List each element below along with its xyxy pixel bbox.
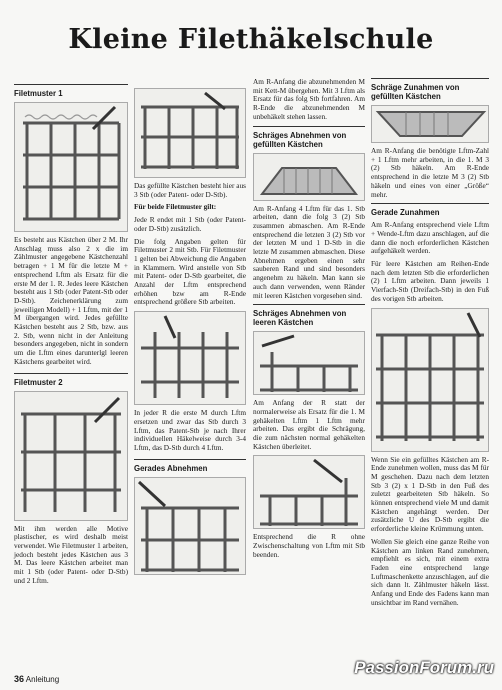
text-leere-kaestchen: Für leere Kästchen am Reihen-Ende nach dem letzten Stb die erforderlichen (2) 1 Lftm arbeiten. Dann jeweils 1 Vierfach-Stb (Dreifach-Stb) in den Fuß des vorigen Stb arbeiten. [371, 259, 489, 303]
section-rule [371, 78, 489, 79]
section-rule [134, 459, 246, 460]
figure-schraeges-abnehmen-leer [253, 331, 365, 395]
crochet-diagram [372, 309, 488, 451]
figure-gerades-abnehmen [134, 477, 246, 575]
crochet-diagram [15, 103, 127, 231]
text-erste-masche: In jeder R die erste M durch Lftm ersetzen und zwar das Stb durch 3 Lftm, das Patent-Stb je nach Ihrer individuellen Häkelweise durch 3-4 Lftm, das D-Stb durch 4 Lftm. [134, 408, 246, 452]
watermark: PassionForum.ru [354, 658, 494, 677]
text-filetmuster-1: Es besteht aus Kästchen über 2 M. Ihr Anschlag muss also 2 x die im Zählmuster angegebene Kästchenzahl betragen + 1 M für die letzte M + entsprechend Lftm als Ersatz für die erste M der 1. R. Jedes leere Kästchen besteht aus 1 Stb (oder Patent-Stb oder D-Stb). Zeichenerklärung zum jeweiligen Modell) + 1 Lftm, mit der 1 M übergangen wird. Jedes gefüllte Kästchen besteht aus 2 Stb, bzw. aus 2. Stb, wenn nicht in der Anleitung besonders angegeben, nicht in sondern um die Lftm eines darunterlgl leeren Kästchens gearbeitet wird. [14, 235, 128, 366]
text-gefuelltes-kaestchen: Das gefüllte Kästchen besteht hier aus 3 Stb (oder Patent- oder D-Stb). [134, 181, 246, 199]
section-rule [14, 373, 128, 374]
heading-filetmuster-1: Filetmuster 1 [14, 89, 63, 98]
figure-gerade-zunahmen [371, 308, 489, 452]
text-gerade-zunahmen: Am R-Anfang entsprechend viele Lftm + Wende-Lftm dazu anschlagen, auf die dann die noch erforderlichen Kästchen aufgehäkelt werden. [371, 220, 489, 256]
text-schraeges-abnehmen-leer: Am Anfang der R statt der normalerweise als Ersatz für die 1. M gehäkelten Lftm 1 Lftm mehr arbeiten. Das ergibt die Schrägung, die zum nächsten normal gehäkelten Kästchen überleitet. [253, 398, 365, 451]
text-ganze-reihe: Wollen Sie gleich eine ganze Reihe von Kästchen am linken Rand zunehmen, empfiehlt es sich, mit einem extra Faden eine entsprechend lange Luftmaschenkette anzuschlagen, auf die sich dann lt. Zählmuster häkeln lässt. Anfang und Ende des Fadens kann man unsichtbar im Rand vernähen. [371, 536, 489, 607]
figure-gefuelltes-kaestchen [134, 88, 246, 178]
heading-schraege-zunahmen: Schräge Zunahmen von gefüllten Kästchen [371, 83, 460, 101]
footer-label: Anleitung [25, 675, 60, 684]
heading-schraeges-abnehmen-leer: Schräges Abnehmen von leeren Kästchen [253, 309, 347, 328]
text-r-ende: Entsprechend die R ohne Zwischenschaltung von Lftm mit Stb beenden. [253, 532, 365, 559]
heading-gerade-zunahmen: Gerade Zunahmen [371, 208, 440, 218]
column-1 [14, 84, 128, 589]
page-title: Kleine Filethäkelschule [68, 24, 434, 55]
text-schraege-zunahmen: Am R-Anfang die benötigte Lftm-Zahl + 1 Lftm mehr arbeiten, in die 1. M 3 (2) Stb häkeln. Am R-Ende entsprechend in die letzte M 3 (2) Stb häkeln und eines von einer „Größe“ mehr. [371, 146, 489, 199]
text-schraeges-abnehmen-gefuellt: Am R-Anfang 4 Lftm für das 1. Stb arbeiten, dann die folg 3 (2) Stb zusammen abmaschen. Am R-Ende entsprechend die letzten 3 (2) Stb vor der letzten M und 1 D-Stb in die letzte M zusammen abmaschen. Diese Abnehmen ergeben einen sehr sauberen Rand und sind besonders angenehm zu häkeln. Man kann sie auch dann verwenden, wenn Ränder mit leeren Kästchen vorgesehen sind. [253, 203, 365, 300]
column-4 [371, 78, 489, 612]
section-rule [371, 203, 489, 204]
section-rule [253, 126, 365, 127]
figure-filetmuster-2 [14, 391, 128, 521]
section-rule [14, 84, 128, 85]
crochet-diagram [15, 392, 127, 520]
text-gerades-abnehmen: Am R-Anfang die abzunehmenden M mit Kett-M übergehen. Mit 3 Lftm als Ersatz für das folg Stb fortfahren. Am R-Ende die abzunehmenden M unbehäkelt stehen lassen. [253, 77, 365, 121]
text-gefuelltes-kaestchen-zunehmen: Wenn Sie ein gefülltes Kästchen am R-Ende zunehmen wollen, muss das M für M geschehen. Dazu nach dem letzten Stb 3 (2) x 1 D-Stb in den Fuß des zuletzt gearbeiteten Stb häkeln. So können entsprechend viele M und damit Kästchen angehängt werden. Der zusätzliche U des D-Stb ergibt die erforderliche kleine Krümmung unten. [371, 454, 489, 534]
figure-erste-masche [134, 311, 246, 405]
crochet-diagram [135, 312, 245, 404]
figure-r-ende [253, 455, 365, 529]
figure-filetmuster-1 [14, 102, 128, 232]
text-folg-angaben: Die folg Angaben gelten für Filetmuster 2 mit Stb. Für Filetmuster 1 gelten bei Abweichung die Angaben in Klammern. Wird anstelle von Stb mit Patent- oder D-Stb gearbeitet, die Anzahl der Lftm entsprechend erhöhen bzw am R-Ende entsprechend größere Stb arbeiten. [134, 236, 246, 307]
page-number: 36 [14, 674, 25, 684]
crochet-diagram [254, 456, 364, 528]
text-fuer-beide-heading: Für beide Filetmuster gilt: [134, 202, 217, 212]
crochet-diagram [135, 89, 245, 177]
crochet-diagram [254, 154, 364, 200]
page-footer [14, 674, 59, 684]
crochet-diagram [254, 332, 364, 394]
text-fuer-beide: Jede R endet mit 1 Stb (oder Patent- oder D-Stb) zusätzlich. [134, 215, 246, 233]
column-3 [253, 78, 365, 564]
section-rule [253, 304, 365, 305]
heading-gerades-abnehmen: Gerades Abnehmen [134, 463, 208, 473]
text-filetmuster-2: Mit ihm werden alle Motive plastischer, es wird deshalb meist verwendet. Wie Filetmuster 1 arbeiten, jedoch besteht jedes Kästchen aus 3 M. Das leere Kästchen arbeitet man mit 1 Stb (oder Patent- oder D-Stb) und 2 Lftm. [14, 523, 128, 585]
heading-schraeges-abnehmen-gefuellt: Schräges Abnehmen von gefüllten Kästchen [253, 130, 347, 149]
heading-filetmuster-2: Filetmuster 2 [14, 377, 63, 387]
column-2 [134, 84, 246, 579]
crochet-diagram [372, 106, 488, 142]
crochet-diagram [135, 478, 245, 574]
figure-schraege-zunahmen [371, 105, 489, 143]
figure-schraeges-abnehmen-gefuellt [253, 153, 365, 201]
